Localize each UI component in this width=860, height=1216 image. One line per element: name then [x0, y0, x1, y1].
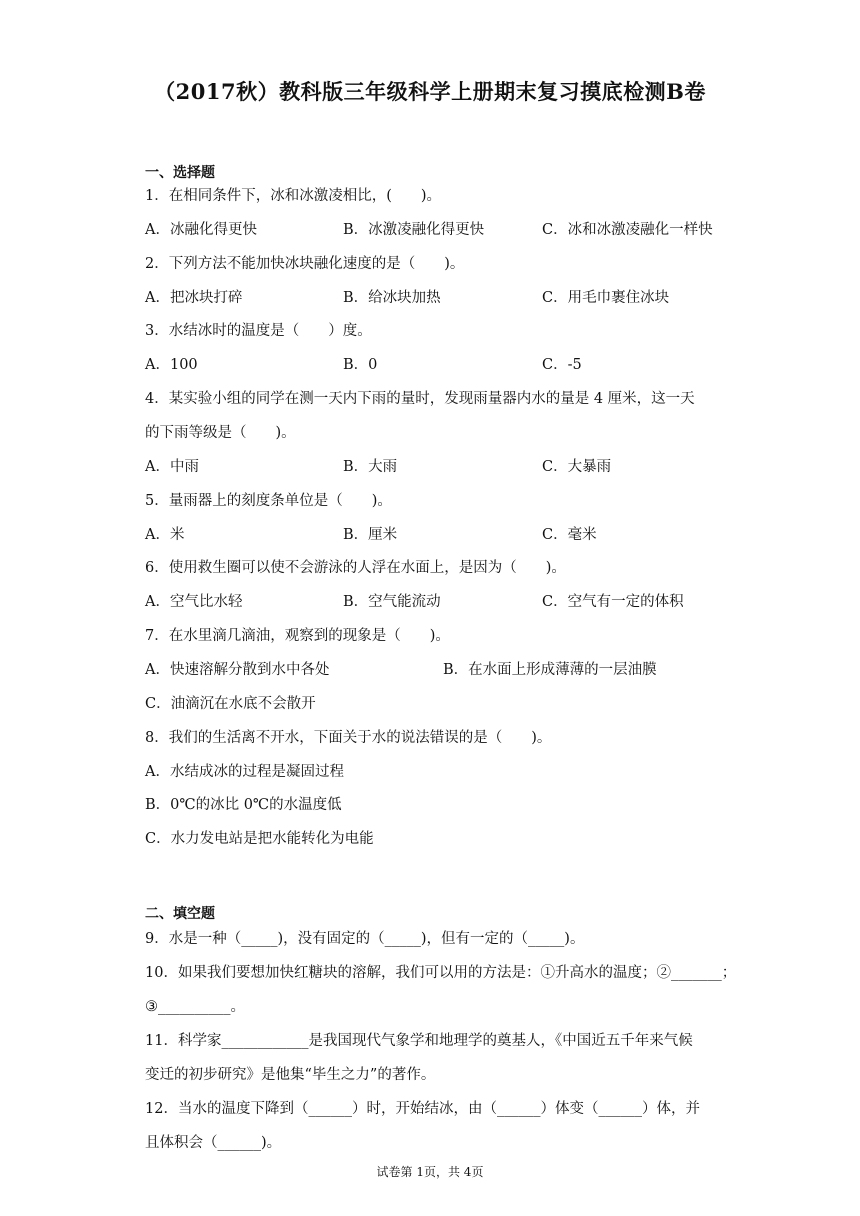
question-1-option-a: A．冰融化得更快: [145, 222, 257, 238]
page-title: （2017秋）教科版三年级科学上册期末复习摸底检测B卷: [154, 79, 706, 104]
question-2-stem: 2．下列方法不能加快冰块融化速度的是（ )。: [145, 256, 465, 272]
question-1-option-b: B．冰激凌融化得更快: [343, 222, 485, 238]
question-1-option-c: C．冰和冰激凌融化一样快: [542, 222, 713, 238]
question-3-stem: 3．水结冰时的温度是（ ）度。: [145, 323, 372, 339]
question-3-option-b: B．0: [343, 357, 378, 373]
question-5-stem: 5．量雨器上的刻度条单位是（ )。: [145, 493, 392, 509]
question-4-stem-line1: 4．某实验小组的同学在测一天内下雨的量时，发现雨量器内水的量是 4 厘米，这一天: [145, 391, 695, 407]
question-11-line1: 11．科学家____________是我国现代气象学和地理学的奠基人，《中国近五千年来气候: [145, 1033, 693, 1049]
question-7-option-b: B．在水面上形成薄薄的一层油膜: [443, 662, 657, 678]
question-4-stem-line2: 的下雨等级是（ )。: [145, 425, 296, 441]
question-2-option-a: A．把冰块打碎: [145, 290, 243, 306]
question-8-option-b: B．0℃的冰比 0℃的水温度低: [145, 797, 342, 813]
section-heading-fill-in: 二、填空题: [145, 906, 215, 922]
question-4-option-a: A．中雨: [145, 459, 199, 475]
question-2-option-c: C．用毛巾裹住冰块: [542, 290, 670, 306]
question-10-line1: 10．如果我们要想加快红糖块的溶解，我们可以用的方法是：①升高水的温度；②_______；: [145, 965, 737, 981]
question-6-option-b: B．空气能流动: [343, 594, 441, 610]
question-5-option-a: A．米: [145, 527, 185, 543]
question-5-option-c: C．毫米: [542, 527, 597, 543]
question-6-option-c: C．空气有一定的体积: [542, 594, 684, 610]
question-12-line1: 12．当水的温度下降到（______）时，开始结冰，由（______）体变（______）体，并: [145, 1101, 700, 1117]
question-3-option-c: C．-5: [542, 357, 582, 373]
question-9-stem: 9．水是一种（_____)，没有固定的（_____)，但有一定的（_____)。: [145, 931, 585, 947]
question-12-line2: 且体积会（______)。: [145, 1135, 282, 1151]
question-10-line2: ③__________。: [145, 999, 245, 1015]
question-7-stem: 7．在水里滴几滴油，观察到的现象是（ )。: [145, 628, 450, 644]
question-1-stem: 1．在相同条件下，冰和冰激凌相比，( )。: [145, 188, 442, 204]
question-8-option-a: A．水结成冰的过程是凝固过程: [145, 764, 344, 780]
question-3-option-a: A．100: [145, 357, 198, 373]
question-4-option-c: C．大暴雨: [542, 459, 612, 475]
question-6-stem: 6．使用救生圈可以使不会游泳的人浮在水面上，是因为（ )。: [145, 560, 566, 576]
question-11-line2: 变迁的初步研究》是他集“毕生之力”的著作。: [145, 1067, 436, 1083]
question-5-option-b: B．厘米: [343, 527, 398, 543]
question-8-option-c: C．水力发电站是把水能转化为电能: [145, 831, 374, 847]
question-7-option-c: C．油滴沉在水底不会散开: [145, 696, 316, 712]
question-8-stem: 8．我们的生活离不开水，下面关于水的说法错误的是（ )。: [145, 730, 552, 746]
question-2-option-b: B．给冰块加热: [343, 290, 441, 306]
page-footer: 试卷第 1页，共 4页: [376, 1165, 484, 1179]
question-4-option-b: B．大雨: [343, 459, 398, 475]
question-6-option-a: A．空气比水轻: [145, 594, 243, 610]
question-7-option-a: A．快速溶解分散到水中各处: [145, 662, 330, 678]
section-heading-choice: 一、选择题: [145, 165, 215, 181]
